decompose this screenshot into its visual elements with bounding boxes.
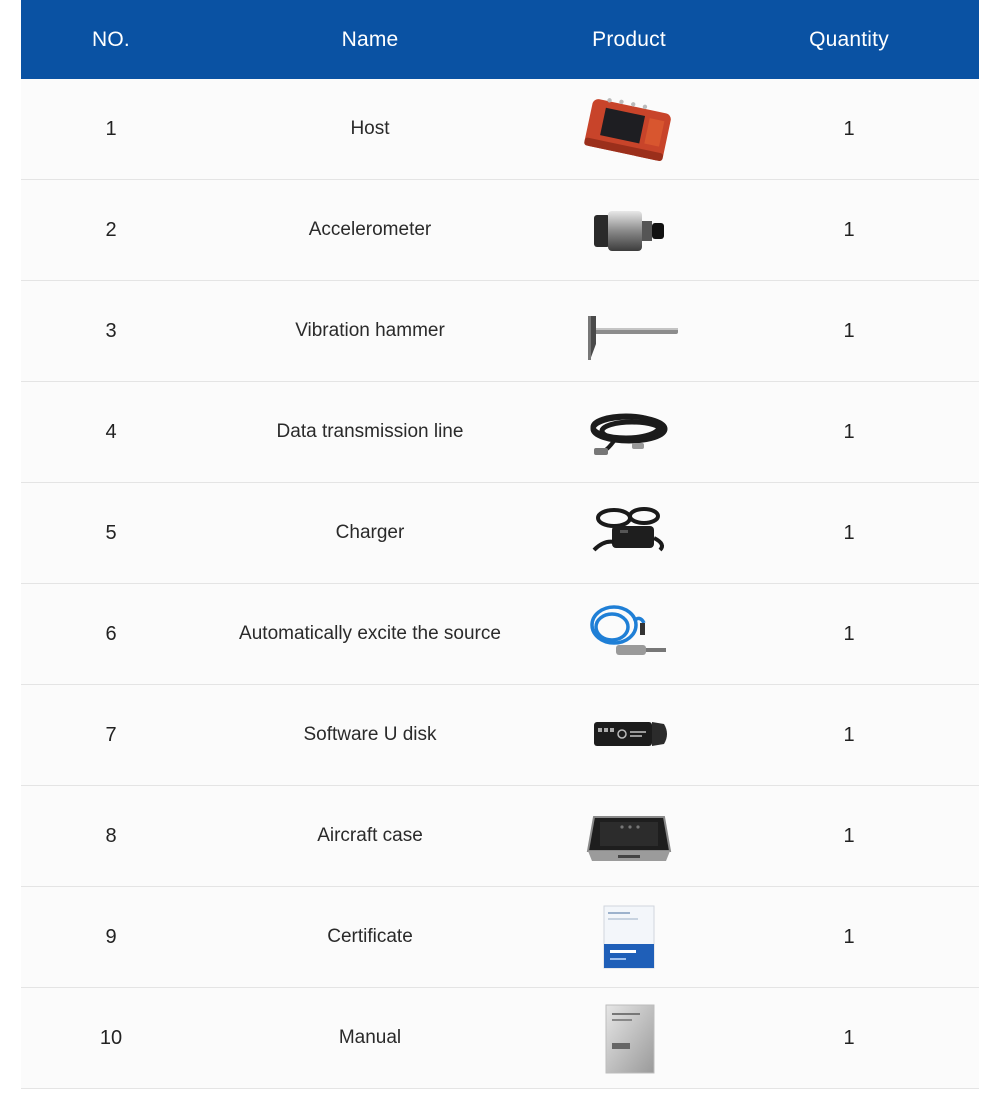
table-row	[21, 685, 979, 786]
row-quantity: 1	[843, 117, 855, 140]
row-name: Vibration hammer	[295, 320, 445, 341]
row-number: 1	[105, 117, 117, 140]
packing-list-table	[21, 0, 979, 1089]
row-name: Manual	[338, 1027, 402, 1048]
table-row	[21, 281, 979, 382]
row-quantity: 1	[843, 218, 855, 241]
header-no: NO.	[92, 27, 130, 51]
row-number: 9	[105, 925, 117, 948]
table-row	[21, 887, 979, 988]
row-name: Automatically excite the source	[239, 623, 501, 644]
row-name: Host	[350, 118, 390, 139]
header-quantity: Quantity	[809, 27, 889, 51]
table-row	[21, 180, 979, 281]
row-quantity: 1	[843, 925, 855, 948]
row-number: 5	[105, 521, 117, 544]
table-row	[21, 786, 979, 887]
row-name: Accelerometer	[308, 219, 432, 240]
header-product: Product	[592, 27, 666, 51]
row-name: Charger	[335, 522, 405, 543]
row-number: 7	[105, 723, 117, 746]
row-number: 4	[105, 420, 117, 443]
table-header	[21, 0, 979, 79]
certificate-icon	[539, 887, 719, 987]
row-name: Software U disk	[303, 724, 437, 745]
table-row	[21, 988, 979, 1089]
row-quantity: 1	[843, 521, 855, 544]
table-row	[21, 584, 979, 685]
manual-icon	[539, 988, 719, 1088]
row-quantity: 1	[843, 723, 855, 746]
case-icon	[539, 786, 719, 886]
exciter-icon	[539, 584, 719, 684]
row-name: Aircraft case	[317, 825, 423, 846]
row-number: 8	[105, 824, 117, 847]
accelerometer-icon	[539, 180, 719, 280]
host-device-icon	[539, 79, 719, 179]
charger-icon	[539, 483, 719, 583]
table-row	[21, 79, 979, 180]
row-quantity: 1	[843, 1026, 855, 1049]
row-quantity: 1	[843, 824, 855, 847]
row-quantity: 1	[843, 319, 855, 342]
header-name: Name	[341, 27, 399, 51]
row-number: 2	[105, 218, 117, 241]
table-row	[21, 483, 979, 584]
row-number: 3	[105, 319, 117, 342]
row-number: 10	[99, 1026, 123, 1049]
row-number: 6	[105, 622, 117, 645]
row-quantity: 1	[843, 420, 855, 443]
row-name: Data transmission line	[276, 421, 464, 442]
cable-icon	[539, 382, 719, 482]
row-name: Certificate	[327, 926, 413, 947]
row-quantity: 1	[843, 622, 855, 645]
usb-disk-icon	[539, 685, 719, 785]
hammer-icon	[539, 281, 719, 381]
table-row	[21, 382, 979, 483]
